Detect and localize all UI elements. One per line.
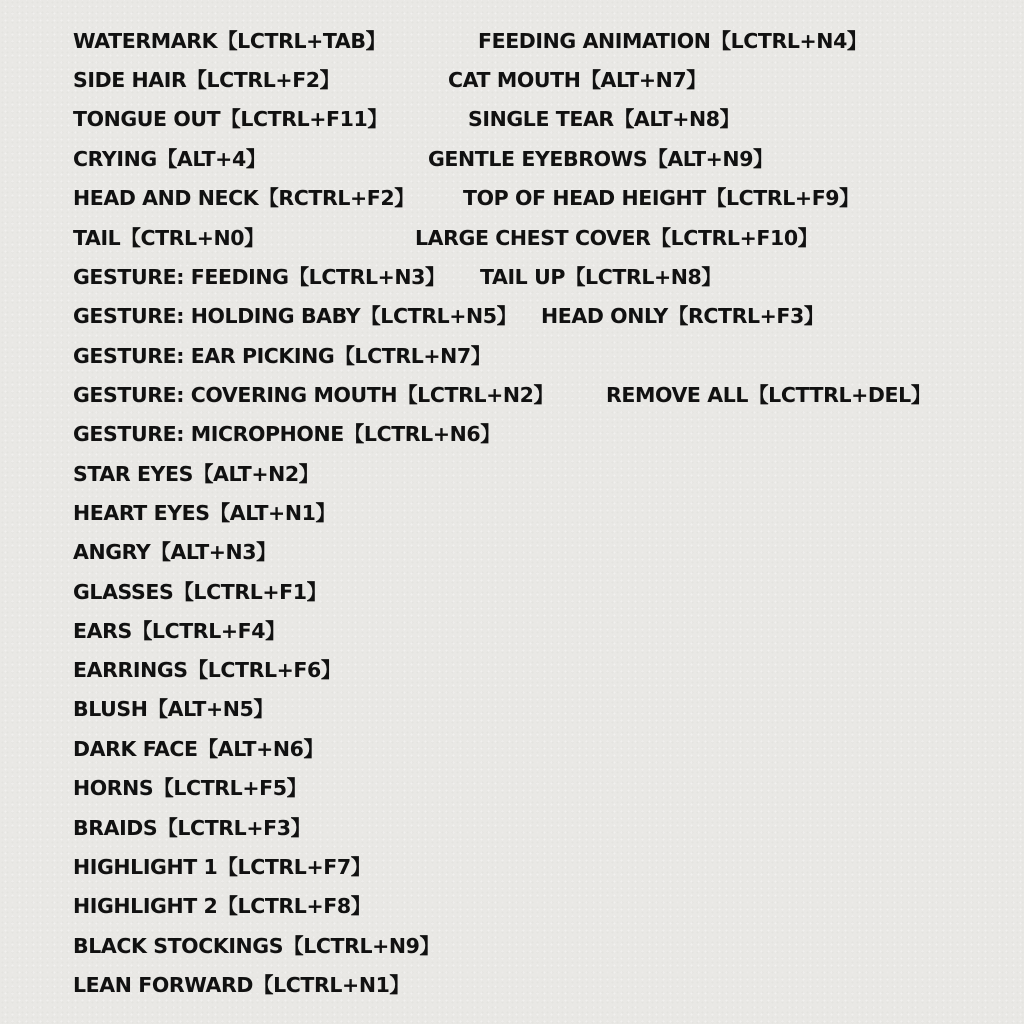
shortcut-entry-crying: CRYING【ALT+4】 bbox=[73, 147, 266, 171]
shortcut-entry-gesture-feeding: GESTURE: FEEDING【LCTRL+N3】 bbox=[73, 265, 446, 289]
shortcut-entry-head-only: HEAD ONLY【RCTRL+F3】 bbox=[541, 304, 824, 328]
shortcut-entry-feeding-animation: FEEDING ANIMATION【LCTRL+N4】 bbox=[478, 29, 868, 53]
shortcut-entry-head-and-neck: HEAD AND NECK【RCTRL+F2】 bbox=[73, 186, 415, 210]
shortcut-entry-gesture-ear-picking: GESTURE: EAR PICKING【LCTRL+N7】 bbox=[73, 344, 491, 368]
shortcut-entry-tail-up: TAIL UP【LCTRL+N8】 bbox=[480, 265, 722, 289]
shortcut-entry-gentle-eyebrows: GENTLE EYEBROWS【ALT+N9】 bbox=[428, 147, 774, 171]
shortcut-entry-cat-mouth: CAT MOUTH【ALT+N7】 bbox=[448, 68, 707, 92]
shortcut-entry-horns: HORNS【LCTRL+F5】 bbox=[73, 776, 307, 800]
shortcut-entry-angry: ANGRY【ALT+N3】 bbox=[73, 540, 277, 564]
shortcut-entry-gesture-covering-mouth: GESTURE: COVERING MOUTH【LCTRL+N2】 bbox=[73, 383, 554, 407]
shortcut-entry-star-eyes: STAR EYES【ALT+N2】 bbox=[73, 462, 319, 486]
shortcut-entry-highlight-2: HIGHLIGHT 2【LCTRL+F8】 bbox=[73, 894, 371, 918]
shortcut-entry-large-chest-cover: LARGE CHEST COVER【LCTRL+F10】 bbox=[415, 226, 818, 250]
shortcut-entry-single-tear: SINGLE TEAR【ALT+N8】 bbox=[468, 107, 740, 131]
shortcut-entry-remove-all: REMOVE ALL【LCTTRL+DEL】 bbox=[606, 383, 931, 407]
shortcut-entry-ears: EARS【LCTRL+F4】 bbox=[73, 619, 286, 643]
shortcut-entry-tongue-out: TONGUE OUT【LCTRL+F11】 bbox=[73, 107, 388, 131]
shortcut-entry-gesture-microphone: GESTURE: MICROPHONE【LCTRL+N6】 bbox=[73, 422, 501, 446]
shortcut-entry-top-of-head-height: TOP OF HEAD HEIGHT【LCTRL+F9】 bbox=[463, 186, 860, 210]
shortcut-entry-watermark: WATERMARK【LCTRL+TAB】 bbox=[73, 29, 386, 53]
shortcut-entry-blush: BLUSH【ALT+N5】 bbox=[73, 697, 274, 721]
shortcut-entry-black-stockings: BLACK STOCKINGS【LCTRL+N9】 bbox=[73, 934, 440, 958]
shortcut-entry-glasses: GLASSES【LCTRL+F1】 bbox=[73, 580, 327, 604]
shortcut-entry-heart-eyes: HEART EYES【ALT+N1】 bbox=[73, 501, 336, 525]
shortcut-entry-highlight-1: HIGHLIGHT 1【LCTRL+F7】 bbox=[73, 855, 371, 879]
shortcut-entry-braids: BRAIDS【LCTRL+F3】 bbox=[73, 816, 311, 840]
shortcut-entry-tail: TAIL【CTRL+N0】 bbox=[73, 226, 265, 250]
shortcut-entry-gesture-holding-baby: GESTURE: HOLDING BABY【LCTRL+N5】 bbox=[73, 304, 517, 328]
shortcut-entry-lean-forward: LEAN FORWARD【LCTRL+N1】 bbox=[73, 973, 410, 997]
shortcut-entry-earrings: EARRINGS【LCTRL+F6】 bbox=[73, 658, 341, 682]
shortcut-entry-side-hair: SIDE HAIR【LCTRL+F2】 bbox=[73, 68, 340, 92]
shortcut-entry-dark-face: DARK FACE【ALT+N6】 bbox=[73, 737, 324, 761]
